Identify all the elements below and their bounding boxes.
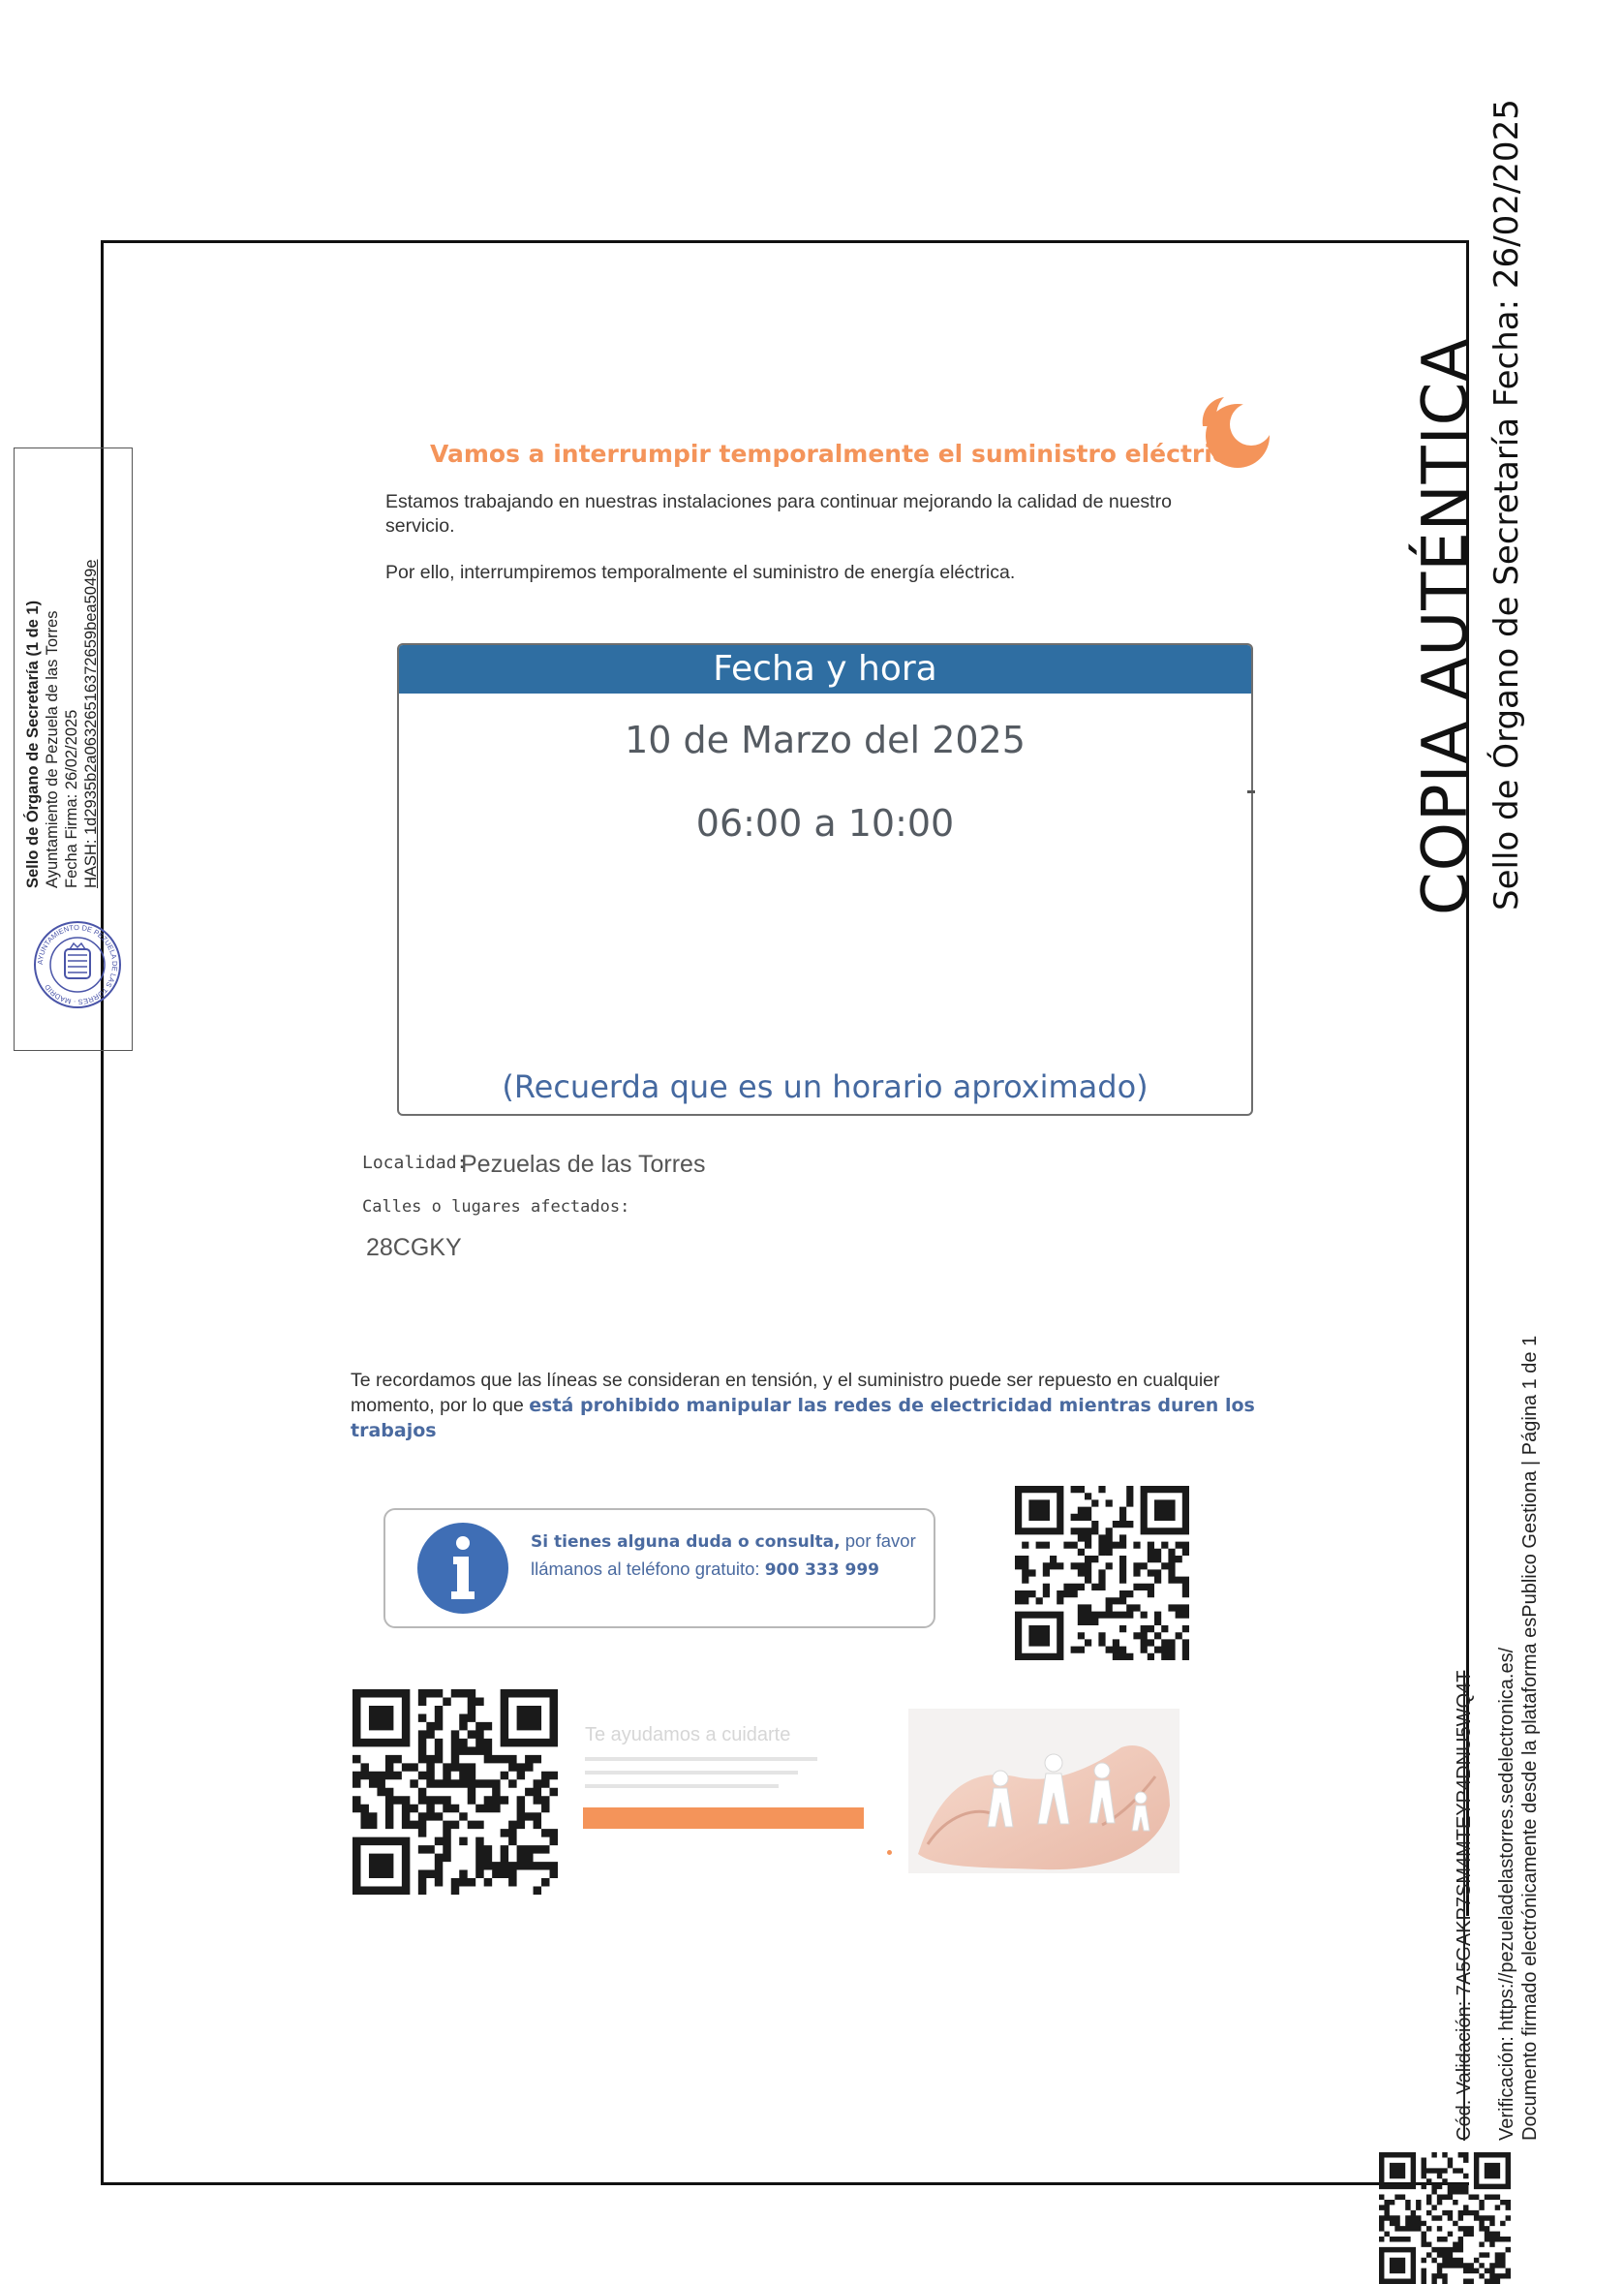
contact-info-box xyxy=(383,1508,935,1628)
promo-title: Te ayudamos a cuidarte xyxy=(585,1724,791,1745)
safety-warning xyxy=(351,1368,1300,1443)
info-bold: Si tienes alguna duda o consulta, xyxy=(531,1532,841,1552)
qr-modules xyxy=(352,1689,558,1895)
qr-code-contact[interactable] xyxy=(1015,1486,1189,1660)
info-phone[interactable]: 900 333 999 xyxy=(764,1560,879,1580)
schedule-time: 06:00 a 10:00 xyxy=(695,802,955,845)
qr-code-promo[interactable] xyxy=(352,1689,558,1895)
town-seal-icon xyxy=(33,920,122,1009)
calles-label: Calles o lugares afectados: xyxy=(362,1197,630,1217)
schedule-date: 10 de Marzo del 2025 xyxy=(625,719,1026,761)
info-icon xyxy=(416,1522,509,1615)
verification-url[interactable]: Verificación: https://pezueladelastorres.sedelectronica.es/ xyxy=(1496,1647,1517,2141)
notice-headline: Vamos a interrumpir temporalmente el suministro eléctrico xyxy=(430,440,1243,468)
promo-dot xyxy=(887,1850,892,1855)
signed-platform-note: Documento firmado electrónicamente desde la plataforma esPublico Gestiona | Página 1 de 1 xyxy=(1519,1335,1541,2141)
stamp-organization: Ayuntamiento de Pezuela de las Torres xyxy=(44,610,61,888)
schedule-box-title: Fecha y hora xyxy=(713,649,937,689)
localidad-value: Pezuelas de las Torres xyxy=(461,1151,706,1178)
schedule-box-header xyxy=(399,645,1251,694)
hands-family-icon xyxy=(908,1709,1180,1873)
validation-block xyxy=(1453,1671,1476,2141)
contact-info-text xyxy=(531,1528,918,1584)
qr-modules xyxy=(1015,1486,1189,1660)
stamp-title: Sello de Órgano de Secretaría (1 de 1) xyxy=(24,600,42,888)
verification-block xyxy=(1495,1336,1542,2141)
qr-code-validation[interactable] xyxy=(1379,2152,1511,2284)
stamp-hash: HASH: 1d2935b2a06326516372659bea5049e xyxy=(82,559,100,888)
copia-autentica-title: COPIA AUTÉNTICA xyxy=(1410,337,1482,915)
box-edge-mark xyxy=(1247,790,1255,793)
info-plain: por favor llámanos al teléfono gratuito: xyxy=(531,1530,916,1579)
promo-button[interactable] xyxy=(583,1807,864,1829)
stamp-fecha-firma: Fecha Firma: 26/02/2025 xyxy=(63,709,80,888)
copia-autentica-subtitle: Sello de Órgano de Secretaría Fecha: 26/02/2025 xyxy=(1487,99,1526,911)
svg-text:AYUNTAMIENTO DE PEZUELA DE LAS xyxy=(36,923,119,1006)
promo-faded-lines xyxy=(585,1753,837,1802)
qr-modules xyxy=(1379,2152,1511,2284)
schedule-note: (Recuerda que es un horario aproximado) xyxy=(502,1068,1149,1105)
localidad-label: Localidad: xyxy=(362,1153,468,1173)
notice-intro: Estamos trabajando en nuestras instalaciones para continuar mejorando la calidad de nuestro servicio. xyxy=(385,491,1172,537)
warning-bold: está prohibido manipular las redes de electricidad mientras duren los trabajos xyxy=(351,1395,1255,1441)
seal-text: AYUNTAMIENTO DE PEZUELA DE LAS TORRES · MADRID xyxy=(35,922,120,1007)
warning-plain: Te recordamos que las líneas se consideran en tensión, y el suministro puede ser repuesto en cualquier momento, por lo que xyxy=(351,1370,1220,1416)
calles-value: 28CGKY xyxy=(366,1234,462,1261)
notice-intro-2: Por ello, interrumpiremos temporalmente el suministro de energía eléctrica. xyxy=(385,562,1016,583)
schedule-box xyxy=(397,643,1253,1116)
validation-code: Cód. Validación: 7A5GAKP7SM4MTEYP4DNU5WQ4T xyxy=(1454,1670,1475,2141)
